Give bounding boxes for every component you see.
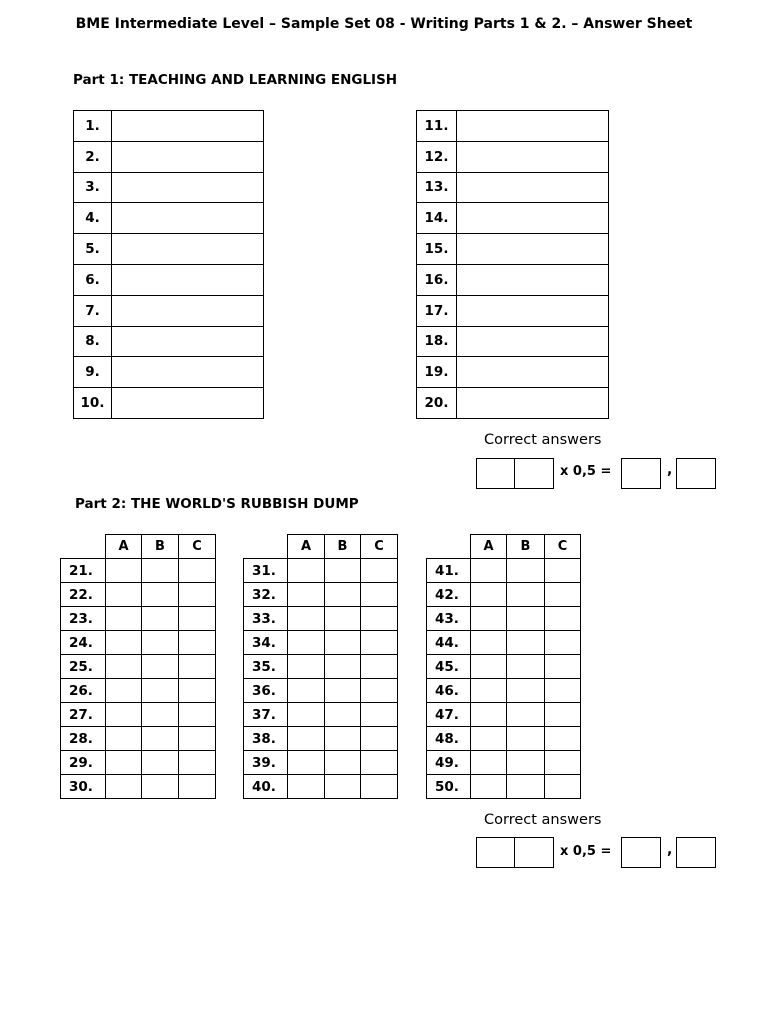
option-header-b: B (142, 535, 179, 559)
option-cell-a[interactable] (288, 751, 325, 775)
answer-row (244, 607, 398, 631)
option-cell-c[interactable] (361, 583, 398, 607)
answer-row (244, 583, 398, 607)
question-number: 8. (74, 326, 112, 357)
answer-row (244, 559, 398, 583)
option-cell-a[interactable] (106, 703, 142, 727)
option-cell-c[interactable] (545, 703, 581, 727)
option-cell-a[interactable] (106, 679, 142, 703)
question-number: 21. (61, 559, 106, 583)
option-cell-b[interactable] (507, 727, 545, 751)
question-number: 27. (61, 703, 106, 727)
option-header-a: A (288, 535, 325, 559)
answer-row (74, 203, 264, 234)
answer-field[interactable] (457, 264, 609, 295)
question-number: 9. (74, 357, 112, 388)
header-corner (61, 535, 106, 559)
answer-field[interactable] (112, 295, 264, 326)
question-number: 49. (427, 751, 471, 775)
answer-row (427, 703, 581, 727)
question-number: 5. (74, 234, 112, 265)
question-number: 19. (417, 357, 457, 388)
option-cell-c[interactable] (361, 631, 398, 655)
question-number: 10. (74, 388, 112, 419)
option-cell-c[interactable] (179, 751, 216, 775)
question-number: 24. (61, 631, 106, 655)
option-cell-b[interactable] (325, 607, 361, 631)
answer-row (427, 583, 581, 607)
option-cell-c[interactable] (545, 775, 581, 799)
option-cell-b[interactable] (507, 679, 545, 703)
part1-multiplier-text: x 0,5 = (560, 464, 612, 479)
option-cell-c[interactable] (361, 607, 398, 631)
option-cell-a[interactable] (106, 607, 142, 631)
option-cell-a[interactable] (288, 631, 325, 655)
option-cell-c[interactable] (545, 583, 581, 607)
option-cell-a[interactable] (288, 775, 325, 799)
question-number: 23. (61, 607, 106, 631)
option-header-b: B (325, 535, 361, 559)
part2-result-box-integer[interactable] (621, 837, 661, 868)
answer-field[interactable] (457, 234, 609, 265)
option-cell-c[interactable] (545, 751, 581, 775)
question-number: 18. (417, 326, 457, 357)
question-number: 12. (417, 141, 457, 172)
option-cell-c[interactable] (179, 679, 216, 703)
option-header-a: A (471, 535, 507, 559)
question-number: 1. (74, 111, 112, 142)
question-number: 11. (417, 111, 457, 142)
question-number: 44. (427, 631, 471, 655)
option-cell-c[interactable] (179, 631, 216, 655)
part2-decimal-comma: , (667, 842, 673, 858)
answer-row (427, 559, 581, 583)
question-number: 40. (244, 775, 288, 799)
part1-right-table (416, 110, 609, 419)
option-cell-b[interactable] (142, 631, 179, 655)
option-cell-c[interactable] (361, 751, 398, 775)
question-number: 48. (427, 727, 471, 751)
option-cell-a[interactable] (106, 727, 142, 751)
question-number: 47. (427, 703, 471, 727)
answer-field[interactable] (457, 357, 609, 388)
question-number: 50. (427, 775, 471, 799)
question-number: 31. (244, 559, 288, 583)
option-cell-c[interactable] (179, 655, 216, 679)
option-cell-b[interactable] (507, 775, 545, 799)
answer-row (427, 607, 581, 631)
option-cell-b[interactable] (325, 559, 361, 583)
option-cell-a[interactable] (471, 727, 507, 751)
question-number: 37. (244, 703, 288, 727)
option-cell-a[interactable] (106, 655, 142, 679)
answer-row (74, 388, 264, 419)
question-number: 41. (427, 559, 471, 583)
answer-field[interactable] (457, 203, 609, 234)
option-cell-c[interactable] (361, 655, 398, 679)
option-cell-a[interactable] (106, 559, 142, 583)
answer-row (417, 357, 609, 388)
answer-field[interactable] (112, 326, 264, 357)
option-cell-b[interactable] (325, 775, 361, 799)
option-cell-c[interactable] (179, 607, 216, 631)
option-cell-b[interactable] (507, 631, 545, 655)
question-number: 42. (427, 583, 471, 607)
question-number: 38. (244, 727, 288, 751)
option-cell-c[interactable] (545, 727, 581, 751)
answer-field[interactable] (112, 172, 264, 203)
part2-result-box-decimal[interactable] (676, 837, 716, 868)
part1-result-box-integer[interactable] (621, 458, 661, 489)
answer-row (61, 703, 216, 727)
answer-row (74, 295, 264, 326)
question-number: 43. (427, 607, 471, 631)
option-header-c: C (361, 535, 398, 559)
question-number: 13. (417, 172, 457, 203)
answer-row (74, 141, 264, 172)
answer-field[interactable] (457, 388, 609, 419)
answer-row (74, 111, 264, 142)
question-number: 34. (244, 631, 288, 655)
part1-correct-answers-label: Correct answers (484, 432, 602, 448)
answer-field[interactable] (112, 264, 264, 295)
question-number: 4. (74, 203, 112, 234)
part1-left-table (73, 110, 264, 419)
question-number: 16. (417, 264, 457, 295)
answer-row (74, 234, 264, 265)
option-cell-b[interactable] (142, 703, 179, 727)
question-number: 46. (427, 679, 471, 703)
answer-row (61, 631, 216, 655)
answer-row (244, 703, 398, 727)
question-number: 35. (244, 655, 288, 679)
header-corner (244, 535, 288, 559)
part2-table-3 (426, 534, 581, 799)
option-cell-c[interactable] (361, 703, 398, 727)
option-cell-a[interactable] (288, 679, 325, 703)
answer-row (61, 583, 216, 607)
part1-result-box-decimal[interactable] (676, 458, 716, 489)
answer-row (74, 357, 264, 388)
part2-correct-answers-label: Correct answers (484, 812, 602, 828)
option-cell-a[interactable] (471, 559, 507, 583)
option-cell-b[interactable] (325, 655, 361, 679)
option-cell-c[interactable] (179, 583, 216, 607)
option-cell-c[interactable] (361, 775, 398, 799)
answer-row (427, 679, 581, 703)
part1-score-box-units[interactable] (514, 458, 554, 489)
answer-row (244, 727, 398, 751)
option-cell-a[interactable] (471, 751, 507, 775)
option-cell-c[interactable] (545, 631, 581, 655)
answer-row (61, 727, 216, 751)
question-number: 3. (74, 172, 112, 203)
option-cell-a[interactable] (471, 583, 507, 607)
option-cell-a[interactable] (471, 703, 507, 727)
answer-row (61, 751, 216, 775)
page-title: BME Intermediate Level – Sample Set 08 - Writing Parts 1 & 2. – Answer Sheet (75, 16, 693, 32)
answer-row (417, 295, 609, 326)
option-cell-a[interactable] (471, 607, 507, 631)
question-number: 26. (61, 679, 106, 703)
question-number: 33. (244, 607, 288, 631)
answer-row (417, 203, 609, 234)
question-number: 30. (61, 775, 106, 799)
option-cell-b[interactable] (507, 751, 545, 775)
option-cell-b[interactable] (142, 727, 179, 751)
part2-heading: Part 2: THE WORLD'S RUBBISH DUMP (75, 496, 359, 512)
option-cell-b[interactable] (325, 583, 361, 607)
part1-heading: Part 1: TEACHING AND LEARNING ENGLISH (73, 72, 398, 88)
option-cell-b[interactable] (142, 583, 179, 607)
part1-decimal-comma: , (667, 462, 673, 478)
question-number: 29. (61, 751, 106, 775)
option-header-c: C (179, 535, 216, 559)
option-cell-c[interactable] (361, 727, 398, 751)
answer-field[interactable] (112, 203, 264, 234)
answer-row (427, 655, 581, 679)
option-cell-b[interactable] (507, 559, 545, 583)
answer-row (61, 679, 216, 703)
option-cell-c[interactable] (361, 559, 398, 583)
option-cell-a[interactable] (288, 703, 325, 727)
answer-row (417, 264, 609, 295)
option-cell-b[interactable] (142, 559, 179, 583)
option-cell-a[interactable] (288, 655, 325, 679)
option-cell-a[interactable] (471, 679, 507, 703)
question-number: 25. (61, 655, 106, 679)
answer-row (417, 141, 609, 172)
option-cell-b[interactable] (507, 655, 545, 679)
option-cell-c[interactable] (545, 559, 581, 583)
option-cell-c[interactable] (545, 607, 581, 631)
answer-field[interactable] (457, 295, 609, 326)
answer-row (417, 111, 609, 142)
option-cell-b[interactable] (142, 679, 179, 703)
answer-field[interactable] (457, 326, 609, 357)
answer-field[interactable] (457, 111, 609, 142)
question-number: 28. (61, 727, 106, 751)
question-number: 15. (417, 234, 457, 265)
option-cell-c[interactable] (361, 679, 398, 703)
answer-row (427, 775, 581, 799)
question-number: 2. (74, 141, 112, 172)
answer-row (417, 326, 609, 357)
option-cell-b[interactable] (325, 679, 361, 703)
option-header-c: C (545, 535, 581, 559)
option-cell-b[interactable] (325, 727, 361, 751)
answer-field[interactable] (457, 141, 609, 172)
option-cell-b[interactable] (507, 703, 545, 727)
option-header-b: B (507, 535, 545, 559)
question-number: 6. (74, 264, 112, 295)
question-number: 14. (417, 203, 457, 234)
option-cell-c[interactable] (545, 679, 581, 703)
part2-table-2 (243, 534, 398, 799)
answer-row (244, 655, 398, 679)
option-cell-b[interactable] (142, 655, 179, 679)
part2-score-box-units[interactable] (514, 837, 554, 868)
option-cell-c[interactable] (179, 703, 216, 727)
option-cell-a[interactable] (288, 559, 325, 583)
option-cell-b[interactable] (507, 583, 545, 607)
option-cell-b[interactable] (325, 631, 361, 655)
option-cell-a[interactable] (471, 655, 507, 679)
answer-row (417, 234, 609, 265)
question-number: 45. (427, 655, 471, 679)
option-cell-a[interactable] (106, 631, 142, 655)
question-number: 7. (74, 295, 112, 326)
option-cell-c[interactable] (179, 559, 216, 583)
option-cell-b[interactable] (507, 607, 545, 631)
answer-row (61, 559, 216, 583)
part2-table-1 (60, 534, 216, 799)
question-number: 36. (244, 679, 288, 703)
answer-row (427, 751, 581, 775)
answer-row (244, 775, 398, 799)
answer-row (427, 631, 581, 655)
option-cell-b[interactable] (325, 751, 361, 775)
option-cell-a[interactable] (471, 631, 507, 655)
answer-row (244, 679, 398, 703)
option-cell-c[interactable] (179, 775, 216, 799)
option-cell-b[interactable] (142, 775, 179, 799)
option-cell-c[interactable] (179, 727, 216, 751)
answer-row (74, 326, 264, 357)
option-cell-a[interactable] (288, 583, 325, 607)
question-number: 22. (61, 583, 106, 607)
answer-row (417, 172, 609, 203)
option-cell-a[interactable] (106, 583, 142, 607)
question-number: 39. (244, 751, 288, 775)
option-cell-a[interactable] (106, 775, 142, 799)
option-cell-b[interactable] (142, 751, 179, 775)
option-cell-c[interactable] (545, 655, 581, 679)
answer-row (244, 751, 398, 775)
part2-score-box-tens[interactable] (476, 837, 515, 868)
option-header-a: A (106, 535, 142, 559)
option-cell-a[interactable] (106, 751, 142, 775)
answer-field[interactable] (112, 234, 264, 265)
answer-field[interactable] (112, 388, 264, 419)
answer-field[interactable] (112, 111, 264, 142)
option-cell-a[interactable] (288, 727, 325, 751)
question-number: 17. (417, 295, 457, 326)
question-number: 32. (244, 583, 288, 607)
answer-row (74, 172, 264, 203)
header-corner (427, 535, 471, 559)
answer-row (427, 727, 581, 751)
answer-row (61, 607, 216, 631)
answer-field[interactable] (457, 172, 609, 203)
answer-field[interactable] (112, 141, 264, 172)
part2-multiplier-text: x 0,5 = (560, 844, 612, 859)
answer-row (61, 655, 216, 679)
answer-row (61, 775, 216, 799)
part1-score-box-tens[interactable] (476, 458, 515, 489)
answer-row (74, 264, 264, 295)
option-cell-b[interactable] (325, 703, 361, 727)
question-number: 20. (417, 388, 457, 419)
answer-row (417, 388, 609, 419)
option-cell-b[interactable] (142, 607, 179, 631)
answer-row (244, 631, 398, 655)
option-cell-a[interactable] (471, 775, 507, 799)
option-cell-a[interactable] (288, 607, 325, 631)
answer-field[interactable] (112, 357, 264, 388)
